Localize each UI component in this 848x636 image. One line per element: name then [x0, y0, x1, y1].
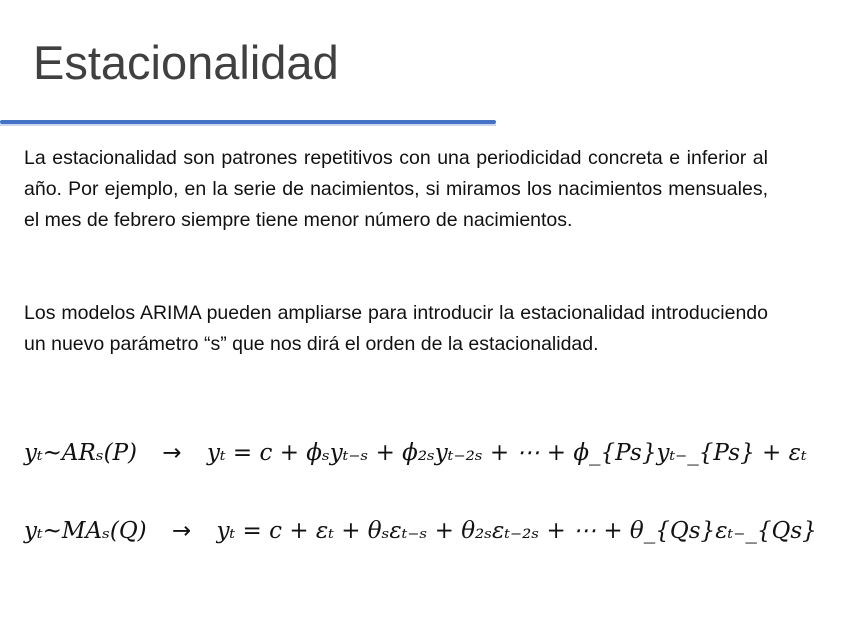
paragraph-arima-extension: Los modelos ARIMA pueden ampliarse para introducir la estacionalidad introduciendo un nuevo parámetro “s” que nos dirá el orden de la estacionalidad. — [24, 302, 768, 355]
formula-ma-rhs: yₜ = c + εₜ + θₛεₜ₋ₛ + θ₂ₛεₜ₋₂ₛ + ⋯ + θ_{Qs}εₜ₋_{Qs} — [216, 518, 817, 544]
title-underline-shadow — [0, 124, 496, 126]
arrow-icon: → — [171, 518, 192, 544]
formula-seasonal-ar — [24, 440, 824, 466]
slide-title: Estacionalidad — [33, 36, 339, 89]
formula-ma-lhs: yₜ~MAₛ(Q) — [24, 518, 147, 544]
paragraph-seasonality-definition: La estacionalidad son patrones repetitivos con una periodicidad concreta e inferior al año. Por ejemplo, en la serie de nacimientos, si miramos los nacimientos mensuales, el mes de febrero siempre tiene menor número de nacimientos. — [24, 147, 768, 231]
formula-seasonal-ma — [24, 518, 824, 544]
arrow-icon: → — [162, 440, 182, 466]
formula-ar-lhs: yₜ~ARₛ(P) — [24, 440, 138, 466]
formula-ar-rhs: yₜ = c + ϕₛyₜ₋ₛ + ϕ₂ₛyₜ₋₂ₛ + ⋯ + ϕ_{Ps}yₜ₋_{Ps} + εₜ — [206, 440, 807, 466]
